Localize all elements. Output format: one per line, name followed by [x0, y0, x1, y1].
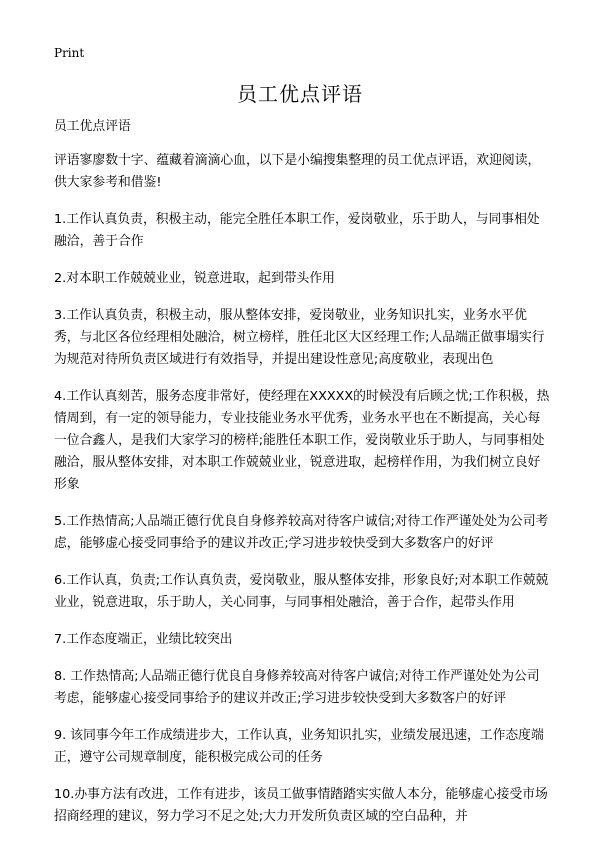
- comment-item-8: 8. 工作热情高;人品端正德行优良自身修养较高对待客户诚信;对待工作严谨处处为公司考虑，能够虚心接受同事给予的建议并改正;学习进步较快受到大多数客户的好评: [54, 669, 540, 706]
- comment-item-5: 5.工作热情高;人品端正德行优良自身修养较高对待客户诚信;对待工作严谨处处为公司考虑，能够虚心接受同事给予的建议并改正;学习进步较快受到大多数客户的好评: [54, 514, 549, 551]
- comment-item-4: 4.工作认真刻苦，服务态度非常好，使经理在XXXXX的时候没有后顾之忧;工作积极，热情周到，有一定的领导能力，专业技能业务水平优秀，业务水平也在不断提高，关心每一位合鑫人，是我们大家学习的榜样;能胜任本职工作，爱岗敬业乐于助人，与同事相处融洽，服从整体安排，对本职工作兢兢业业，锐意进取，起榜样作用，为我们树立良好形象: [54, 389, 550, 492]
- comment-item-6: 6.工作认真，负责;工作认真负责，爱岗敬业，服从整体安排，形象良好;对本职工作兢兢业业，锐意进取，乐于助人，关心同事，与同事相处融洽，善于合作，起带头作用: [54, 573, 549, 610]
- page-title: 员工优点评语: [237, 82, 363, 106]
- print-link[interactable]: Print: [54, 46, 85, 60]
- comment-item-3: 3.工作认真负责，积极主动，服从整体安排，爱岗敬业，业务知识扎实，业务水平优秀，与北区各位经理相处融洽，树立榜样，胜任北区大区经理工作;人品端正做事塌实行为规范对待所负责区域进行有效指导，并提出建设性意见;高度敬业，表现出色: [54, 308, 545, 367]
- comment-item-9: 9. 该同事今年工作成绩进步大，工作认真，业务知识扎实，业绩发展迅速，工作态度端正，遵守公司规章制度，能积极完成公司的任务: [54, 728, 544, 765]
- article-body: [54, 116, 550, 843]
- comment-item-1: 1.工作认真负责，积极主动，能完全胜任本职工作，爱岗敬业，乐于助人，与同事相处融洽，善于合作: [54, 212, 540, 249]
- comment-item-10: 10.办事方法有改进，工作有进步，该员工做事情踏踏实实做人本分，能够虚心接受市场招商经理的建议，努力学习不足之处;大力开发所负责区域的空白品种，并: [54, 787, 548, 824]
- intro-paragraph: 评语寥廖数十字、蕴藏着滴滴心血，以下是小编搜集整理的员工优点评语，欢迎阅读，供大家参考和借鉴!: [54, 153, 541, 190]
- article-subtitle: 员工优点评语: [54, 119, 131, 134]
- comment-item-2: 2.对本职工作兢兢业业，锐意进取，起到带头作用: [54, 271, 335, 286]
- comment-item-7: 7.工作态度端正，业绩比较突出: [54, 632, 233, 647]
